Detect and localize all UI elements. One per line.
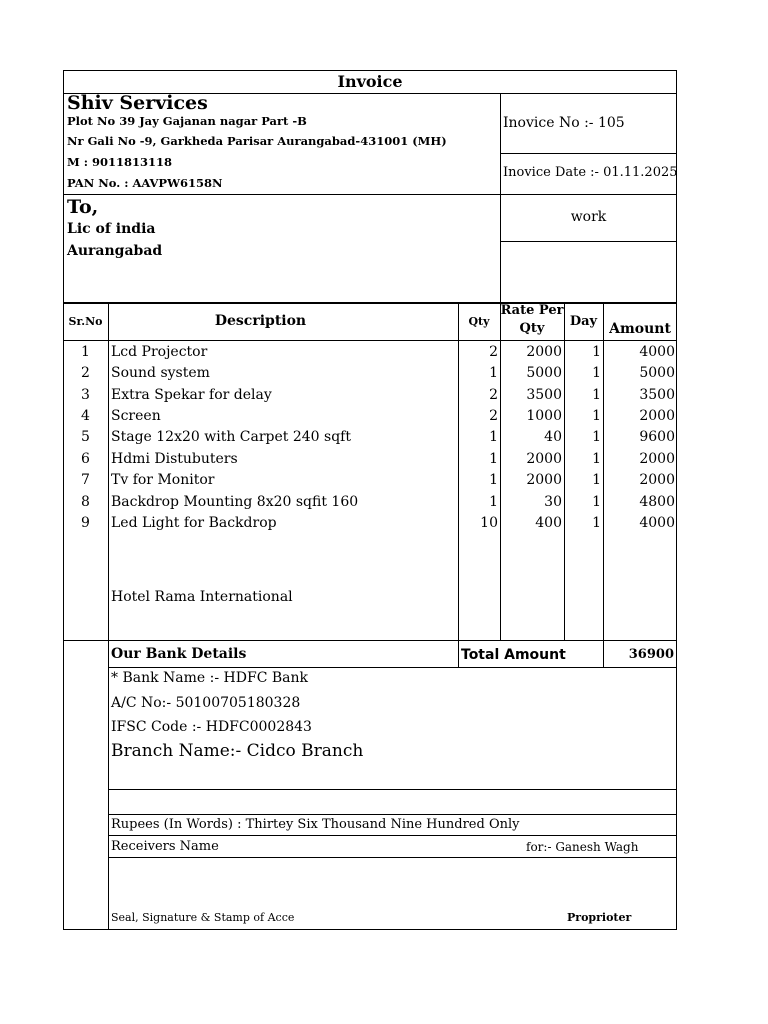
bank-heading: Our Bank Details bbox=[111, 646, 247, 662]
amount-in-words: Rupees (In Words) : Thirtey Six Thousand Nine Hundred Only bbox=[111, 817, 520, 832]
col-day: Day bbox=[569, 314, 598, 329]
invoice-number: Inovice No :- 105 bbox=[503, 115, 625, 131]
row-qty: 1 bbox=[489, 494, 498, 510]
seller-pan: PAN No. : AAVPW6158N bbox=[67, 176, 223, 190]
row-description: Stage 12x20 with Carpet 240 sqft bbox=[111, 429, 351, 445]
row-qty: 10 bbox=[480, 515, 498, 531]
row-srno: 2 bbox=[81, 365, 90, 381]
recipient-city: Aurangabad bbox=[67, 243, 163, 259]
row-amount: 4000 bbox=[639, 344, 675, 360]
row-qty: 1 bbox=[489, 472, 498, 488]
for-signatory: for:- Ganesh Wagh bbox=[526, 840, 639, 854]
bank-account: A/C No:- 50100705180328 bbox=[111, 695, 301, 711]
row-day: 1 bbox=[592, 365, 601, 381]
row-description: Led Light for Backdrop bbox=[111, 515, 277, 531]
table-row bbox=[63, 514, 677, 536]
row-day: 1 bbox=[592, 408, 601, 424]
col-description: Description bbox=[214, 313, 307, 329]
table-row bbox=[63, 428, 677, 450]
table-row bbox=[63, 493, 677, 515]
col-qty: Qty bbox=[468, 315, 490, 328]
row-amount: 9600 bbox=[639, 429, 675, 445]
table-row bbox=[63, 343, 677, 365]
row-rate: 3500 bbox=[526, 387, 562, 403]
row-srno: 7 bbox=[81, 472, 90, 488]
row-description: Screen bbox=[111, 408, 161, 424]
row-srno: 5 bbox=[81, 429, 90, 445]
bank-branch: Branch Name:- Cidco Branch bbox=[111, 741, 364, 761]
row-day: 1 bbox=[592, 429, 601, 445]
total-value: 36900 bbox=[628, 647, 674, 662]
row-srno: 1 bbox=[81, 344, 90, 360]
row-srno: 6 bbox=[81, 451, 90, 467]
to-heading: To, bbox=[67, 196, 99, 218]
row-description: Backdrop Mounting 8x20 sqfit 160 bbox=[111, 494, 359, 510]
seal-signature-label: Seal, Signature & Stamp of Acce bbox=[111, 911, 295, 924]
seller-name: Shiv Services bbox=[67, 92, 208, 114]
row-srno: 9 bbox=[81, 515, 90, 531]
row-rate: 1000 bbox=[526, 408, 562, 424]
row-day: 1 bbox=[592, 451, 601, 467]
proprietor-label: Proprioter bbox=[567, 911, 632, 924]
row-amount: 3500 bbox=[639, 387, 675, 403]
table-row bbox=[63, 364, 677, 386]
col-srno: Sr.No bbox=[68, 315, 103, 328]
row-rate: 2000 bbox=[526, 451, 562, 467]
row-description: Extra Spekar for delay bbox=[111, 387, 272, 403]
row-qty: 1 bbox=[489, 429, 498, 445]
col-amount: Amount bbox=[609, 321, 671, 337]
row-amount: 5000 bbox=[639, 365, 675, 381]
col-rate-line2: Qty bbox=[519, 321, 545, 336]
col-rate-line1: Rate Per bbox=[500, 303, 564, 318]
total-label: Total Amount bbox=[461, 647, 566, 663]
seller-address-line2: Nr Gali No -9, Garkheda Parisar Aurangabad-431001 (MH) bbox=[67, 134, 447, 148]
table-row bbox=[63, 386, 677, 408]
seller-mobile: M : 9011813118 bbox=[67, 155, 172, 169]
recipient-name: Lic of india bbox=[67, 221, 156, 237]
row-day: 1 bbox=[592, 472, 601, 488]
venue-name: Hotel Rama International bbox=[111, 589, 293, 605]
row-qty: 2 bbox=[489, 387, 498, 403]
row-qty: 1 bbox=[489, 451, 498, 467]
row-qty: 2 bbox=[489, 344, 498, 360]
row-qty: 1 bbox=[489, 365, 498, 381]
row-rate: 5000 bbox=[526, 365, 562, 381]
invoice-title: Invoice bbox=[337, 72, 403, 91]
row-description: Tv for Monitor bbox=[111, 472, 215, 488]
row-rate: 2000 bbox=[526, 344, 562, 360]
seller-address-line1: Plot No 39 Jay Gajanan nagar Part -B bbox=[67, 114, 307, 128]
table-row bbox=[63, 471, 677, 493]
row-srno: 8 bbox=[81, 494, 90, 510]
table-row bbox=[63, 450, 677, 472]
work-label: work bbox=[570, 209, 607, 225]
receivers-name-label: Receivers Name bbox=[111, 839, 219, 854]
row-rate: 30 bbox=[544, 494, 562, 510]
row-qty: 2 bbox=[489, 408, 498, 424]
row-srno: 3 bbox=[81, 387, 90, 403]
row-description: Lcd Projector bbox=[111, 344, 208, 360]
row-amount: 2000 bbox=[639, 472, 675, 488]
row-amount: 4000 bbox=[639, 515, 675, 531]
row-rate: 2000 bbox=[526, 472, 562, 488]
row-rate: 400 bbox=[535, 515, 562, 531]
row-srno: 4 bbox=[81, 408, 90, 424]
table-row bbox=[63, 407, 677, 429]
row-day: 1 bbox=[592, 387, 601, 403]
row-amount: 4800 bbox=[639, 494, 675, 510]
row-rate: 40 bbox=[544, 429, 562, 445]
row-day: 1 bbox=[592, 515, 601, 531]
row-description: Sound system bbox=[111, 365, 210, 381]
row-description: Hdmi Distubuters bbox=[111, 451, 238, 467]
row-day: 1 bbox=[592, 344, 601, 360]
row-day: 1 bbox=[592, 494, 601, 510]
bank-ifsc: IFSC Code :- HDFC0002843 bbox=[111, 719, 312, 735]
invoice-date: Inovice Date :- 01.11.2025 bbox=[503, 165, 678, 180]
row-amount: 2000 bbox=[639, 451, 675, 467]
row-amount: 2000 bbox=[639, 408, 675, 424]
bank-name: * Bank Name :- HDFC Bank bbox=[111, 670, 308, 686]
